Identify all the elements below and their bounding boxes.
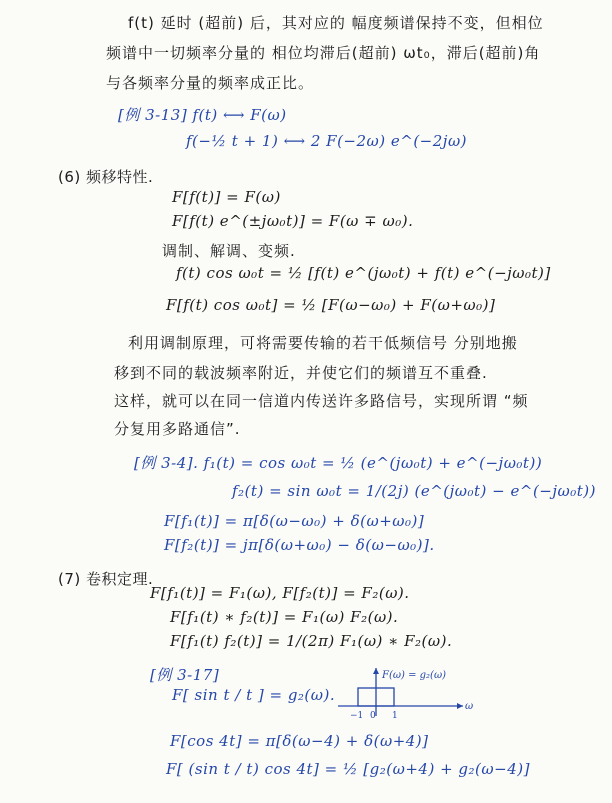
text-line-10: f(t) cos ω₀t = ½ [f(t) e^(jω₀t) + f(t) e^(−jω₀t)] xyxy=(176,264,551,282)
text-line-1: f(t) 延时 (超前) 后，其对应的 幅度频谱保持不变，但相位 xyxy=(128,14,544,32)
graph-origin: 0 xyxy=(370,711,376,721)
text-line-15: 分复用多路通信”. xyxy=(114,420,241,438)
text-line-4: [例 3-13] f(t) ⟷ F(ω) xyxy=(118,106,287,124)
gate-function-graph xyxy=(328,664,478,722)
text-line-19: F[f₂(t)] = jπ[δ(ω+ω₀) − δ(ω−ω₀)]. xyxy=(164,536,435,554)
text-line-17: f₂(t) = sin ω₀t = 1/(2j) (e^(jω₀t) − e^(−jω₀t)) xyxy=(232,482,596,500)
text-line-5: f(−½ t + 1) ⟷ 2 F(−2ω) e^(−2jω) xyxy=(186,132,468,150)
graph-tick-right: 1 xyxy=(392,711,398,721)
text-line-26: F[cos 4t] = π[δ(ω−4) + δ(ω+4)] xyxy=(170,732,429,750)
x-axis-arrow-icon xyxy=(457,703,463,709)
text-line-27: F[ (sin t / t) cos 4t] = ½ [g₂(ω+4) + g₂(ω−4)] xyxy=(166,760,530,778)
text-line-11: F[f(t) cos ω₀t] = ½ [F(ω−ω₀) + F(ω+ω₀)] xyxy=(166,296,496,314)
text-line-21: F[f₁(t)] = F₁(ω), F[f₂(t)] = F₂(ω). xyxy=(150,584,410,602)
text-line-7: F[f(t)] = F(ω) xyxy=(172,188,281,206)
graph-xlabel: ω xyxy=(465,701,474,712)
text-line-2: 频谱中一切频率分量的 相位均滞后(超前) ωt₀，滞后(超前)角 xyxy=(106,44,541,62)
graph-ylabel: F(ω) = g₂(ω) xyxy=(382,670,446,681)
text-line-9: 调制、解调、变频. xyxy=(162,242,296,260)
text-line-13: 移到不同的载波频率附近，并使它们的频谱互不重叠. xyxy=(114,364,488,382)
text-line-18: F[f₁(t)] = π[δ(ω−ω₀) + δ(ω+ω₀)] xyxy=(164,512,425,530)
text-line-12: 利用调制原理，可将需要传输的若干低频信号 分别地搬 xyxy=(128,334,518,352)
text-line-24: [例 3-17] xyxy=(150,666,220,684)
graph-tick-left: −1 xyxy=(350,711,364,721)
text-line-25: F[ sin t / t ] = g₂(ω). xyxy=(172,686,336,704)
text-line-22: F[f₁(t) ∗ f₂(t)] = F₁(ω) F₂(ω). xyxy=(170,608,399,626)
text-line-14: 这样，就可以在同一信道内传送许多路信号，实现所谓 “频 xyxy=(114,392,529,410)
y-axis-arrow-icon xyxy=(373,668,379,674)
text-line-3: 与各频率分量的频率成正比。 xyxy=(106,74,315,92)
text-line-16: [例 3-4]. f₁(t) = cos ω₀t = ½ (e^(jω₀t) + e^(−jω₀t)) xyxy=(134,454,543,472)
text-line-6: (6) 频移特性. xyxy=(58,168,154,186)
text-line-8: F[f(t) e^(±jω₀t)] = F(ω ∓ ω₀). xyxy=(172,212,414,230)
text-line-20: (7) 卷积定理. xyxy=(58,570,154,588)
text-line-23: F[f₁(t) f₂(t)] = 1/(2π) F₁(ω) ∗ F₂(ω). xyxy=(170,632,453,650)
